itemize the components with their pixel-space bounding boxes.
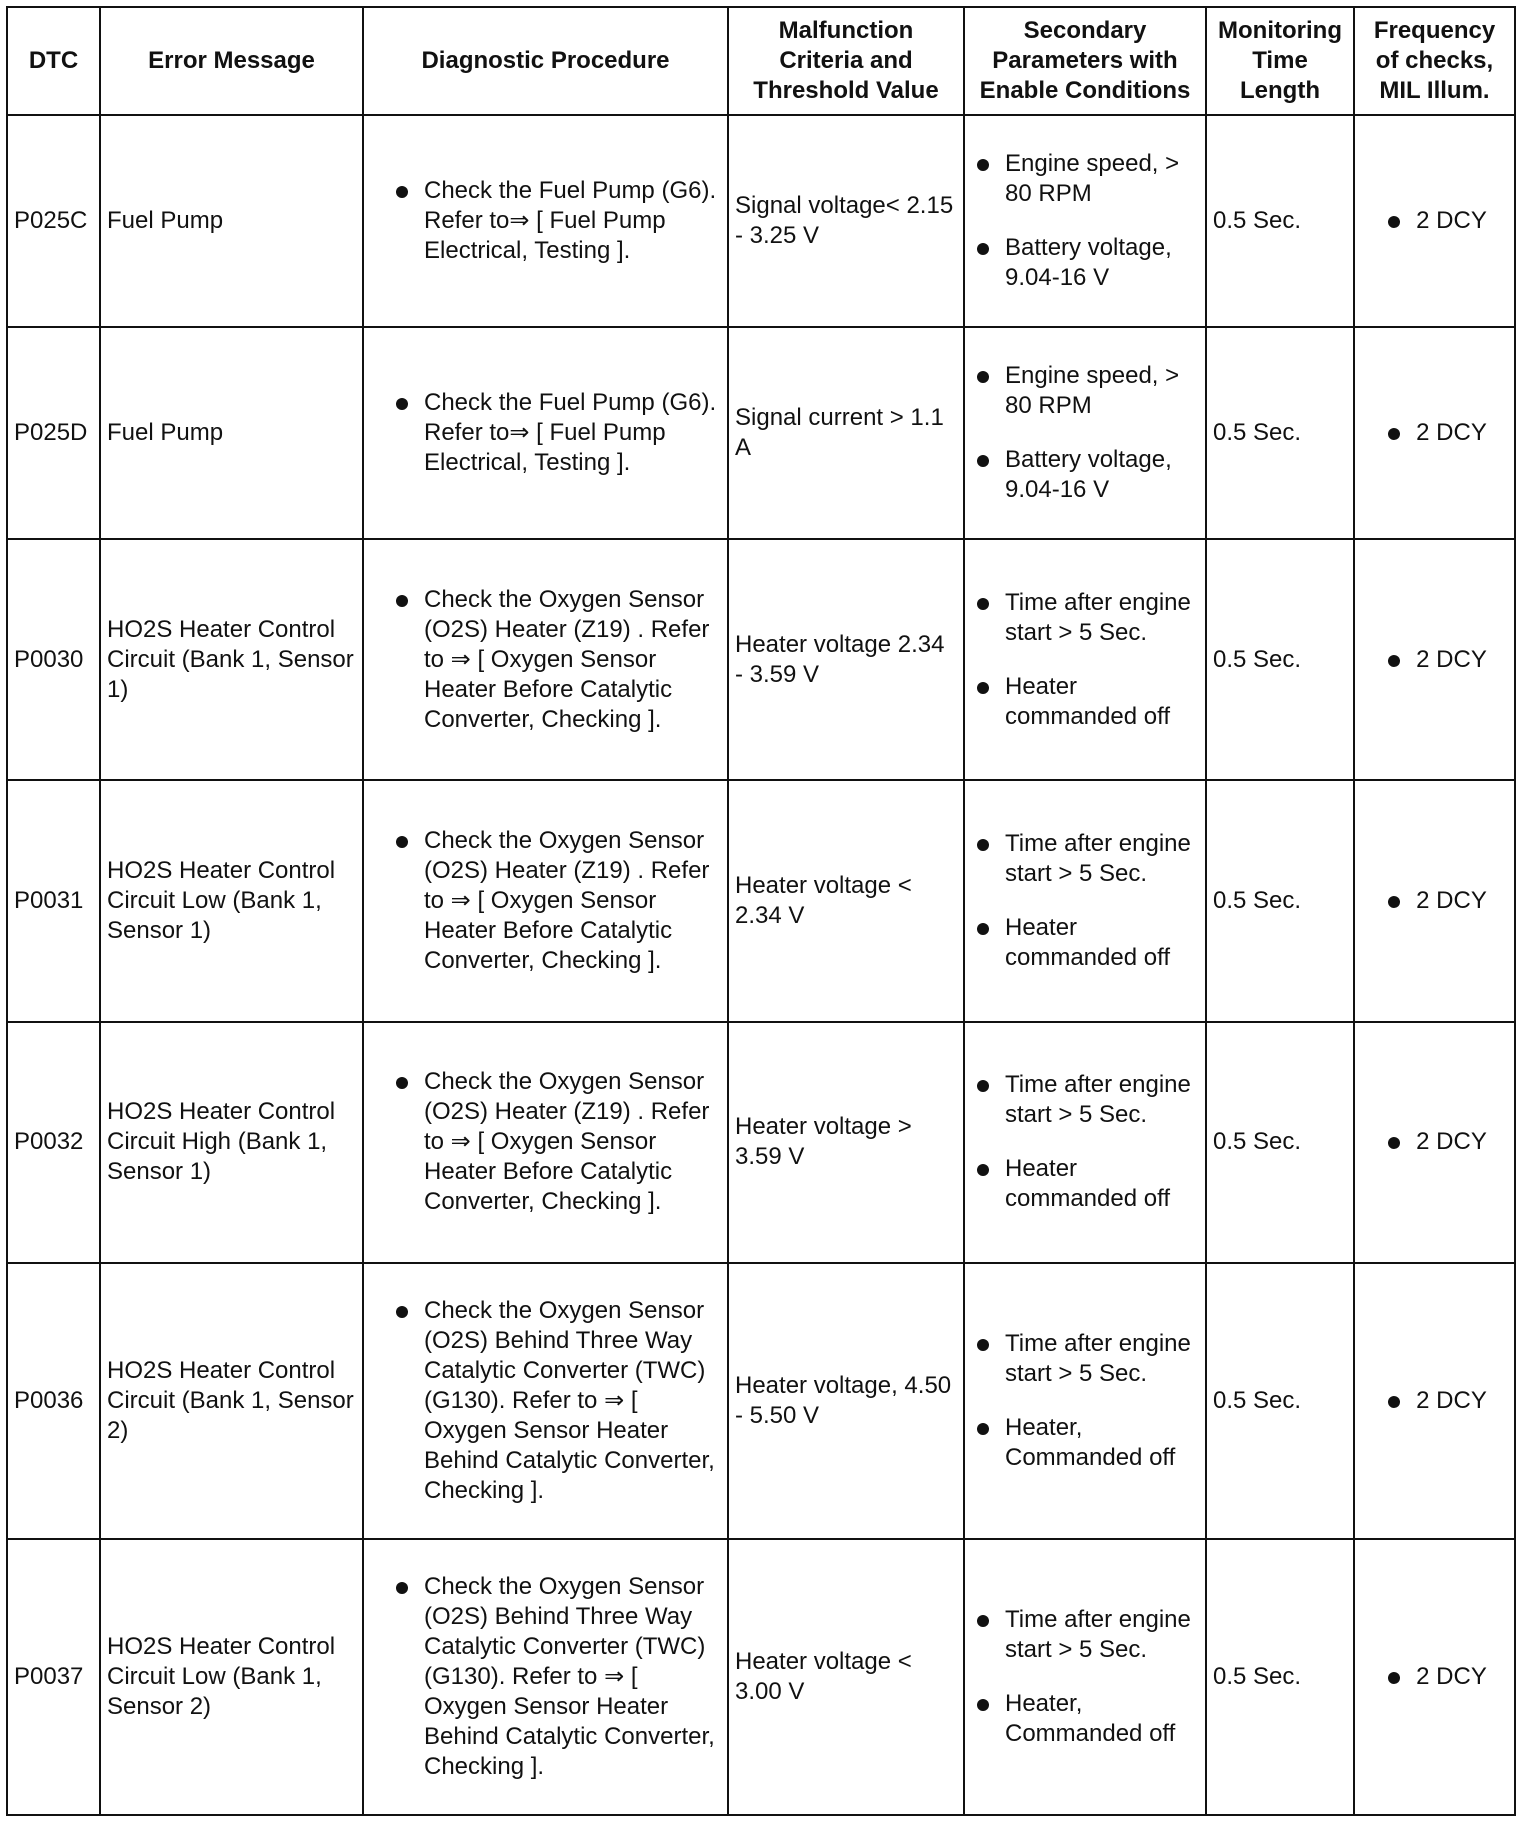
dtc-code: P0030: [7, 539, 100, 780]
table-body: [7, 115, 1515, 1815]
frequency-value: 2 DCY: [1382, 645, 1487, 675]
monitoring-time: 0.5 Sec.: [1206, 1263, 1354, 1539]
secondary-parameters: [964, 1263, 1206, 1539]
diagnostic-step: Check the Oxygen Sensor (O2S) Heater (Z19) . Refer to ⇒ [ Oxygen Sensor Heater Before Catalytic Converter, Checking ].: [390, 1067, 721, 1217]
frequency-value: 2 DCY: [1382, 1662, 1487, 1692]
frequency-value: 2 DCY: [1382, 206, 1487, 236]
secondary-condition: Time after engine start > 5 Sec.: [971, 1605, 1199, 1665]
secondary-condition: Time after engine start > 5 Sec.: [971, 588, 1199, 648]
frequency-value: 2 DCY: [1382, 418, 1487, 448]
secondary-condition: Time after engine start > 5 Sec.: [971, 829, 1199, 889]
diagnostic-step: Check the Oxygen Sensor (O2S) Heater (Z19) . Refer to ⇒ [ Oxygen Sensor Heater Before Catalytic Converter, Checking ].: [390, 585, 721, 735]
dtc-code: P0036: [7, 1263, 100, 1539]
dtc-code: P025C: [7, 115, 100, 327]
frequency-value: 2 DCY: [1382, 1127, 1487, 1157]
diagnostic-step: Check the Fuel Pump (G6). Refer to⇒ [ Fuel Pump Electrical, Testing ].: [390, 388, 721, 478]
frequency: [1354, 1022, 1515, 1263]
frequency: [1354, 1263, 1515, 1539]
frequency: [1354, 327, 1515, 539]
secondary-parameters: [964, 1539, 1206, 1815]
table-row: [7, 780, 1515, 1021]
monitoring-time: 0.5 Sec.: [1206, 1022, 1354, 1263]
monitoring-time: 0.5 Sec.: [1206, 539, 1354, 780]
secondary-parameters: [964, 780, 1206, 1021]
header-secondary-parameters: Secondary Parameters with Enable Conditions: [964, 7, 1206, 115]
table-row: [7, 539, 1515, 780]
table-header: [7, 7, 1515, 115]
error-message: HO2S Heater Control Circuit Low (Bank 1, Sensor 1): [100, 780, 363, 1021]
diagnostic-procedure: [363, 539, 728, 780]
secondary-parameters: [964, 539, 1206, 780]
secondary-condition: Time after engine start > 5 Sec.: [971, 1070, 1199, 1130]
header-row: [7, 7, 1515, 115]
monitoring-time: 0.5 Sec.: [1206, 327, 1354, 539]
diagnostic-procedure: [363, 1539, 728, 1815]
secondary-parameters: [964, 115, 1206, 327]
frequency: [1354, 1539, 1515, 1815]
secondary-condition: Battery voltage, 9.04-16 V: [971, 445, 1199, 505]
monitoring-time: 0.5 Sec.: [1206, 1539, 1354, 1815]
table-row: [7, 115, 1515, 327]
dtc-code: P0031: [7, 780, 100, 1021]
monitoring-time: 0.5 Sec.: [1206, 115, 1354, 327]
header-malfunction-criteria: Malfunction Criteria and Threshold Value: [728, 7, 964, 115]
secondary-condition: Engine speed, > 80 RPM: [971, 149, 1199, 209]
malfunction-criteria: Heater voltage, 4.50 - 5.50 V: [728, 1263, 964, 1539]
malfunction-criteria: Signal voltage< 2.15 - 3.25 V: [728, 115, 964, 327]
monitoring-time: 0.5 Sec.: [1206, 780, 1354, 1021]
diagnostic-procedure: [363, 115, 728, 327]
diagnostic-step: Check the Oxygen Sensor (O2S) Behind Three Way Catalytic Converter (TWC) (G130). Refer to ⇒ [ Oxygen Sensor Heater Behind Catalytic Converter, Checking ].: [390, 1296, 721, 1506]
header-dtc: DTC: [7, 7, 100, 115]
secondary-condition: Time after engine start > 5 Sec.: [971, 1329, 1199, 1389]
malfunction-criteria: Signal current > 1.1 A: [728, 327, 964, 539]
secondary-parameters: [964, 327, 1206, 539]
secondary-condition: Heater, Commanded off: [971, 1413, 1199, 1473]
table-row: [7, 1022, 1515, 1263]
dtc-code: P0037: [7, 1539, 100, 1815]
error-message: Fuel Pump: [100, 115, 363, 327]
header-diagnostic-procedure: Diagnostic Procedure: [363, 7, 728, 115]
secondary-condition: Heater commanded off: [971, 1154, 1199, 1214]
table-row: [7, 327, 1515, 539]
error-message: HO2S Heater Control Circuit (Bank 1, Sensor 1): [100, 539, 363, 780]
diagnostic-procedure: [363, 1263, 728, 1539]
secondary-condition: Heater commanded off: [971, 672, 1199, 732]
dtc-code: P0032: [7, 1022, 100, 1263]
diagnostic-step: Check the Fuel Pump (G6). Refer to⇒ [ Fuel Pump Electrical, Testing ].: [390, 176, 721, 266]
table-row: [7, 1539, 1515, 1815]
error-message: HO2S Heater Control Circuit High (Bank 1, Sensor 1): [100, 1022, 363, 1263]
frequency-value: 2 DCY: [1382, 886, 1487, 916]
header-monitoring-time: Monitoring Time Length: [1206, 7, 1354, 115]
error-message: HO2S Heater Control Circuit Low (Bank 1, Sensor 2): [100, 1539, 363, 1815]
frequency: [1354, 539, 1515, 780]
table-row: [7, 1263, 1515, 1539]
secondary-parameters: [964, 1022, 1206, 1263]
error-message: HO2S Heater Control Circuit (Bank 1, Sensor 2): [100, 1263, 363, 1539]
diagnostic-procedure: [363, 780, 728, 1021]
frequency: [1354, 115, 1515, 327]
diagnostic-procedure: [363, 327, 728, 539]
malfunction-criteria: Heater voltage > 3.59 V: [728, 1022, 964, 1263]
malfunction-criteria: Heater voltage < 3.00 V: [728, 1539, 964, 1815]
diagnostic-procedure: [363, 1022, 728, 1263]
dtc-code: P025D: [7, 327, 100, 539]
secondary-condition: Battery voltage, 9.04-16 V: [971, 233, 1199, 293]
diagnostic-step: Check the Oxygen Sensor (O2S) Heater (Z19) . Refer to ⇒ [ Oxygen Sensor Heater Before Catalytic Converter, Checking ].: [390, 826, 721, 976]
frequency-value: 2 DCY: [1382, 1386, 1487, 1416]
header-error-message: Error Message: [100, 7, 363, 115]
malfunction-criteria: Heater voltage 2.34 - 3.59 V: [728, 539, 964, 780]
malfunction-criteria: Heater voltage < 2.34 V: [728, 780, 964, 1021]
error-message: Fuel Pump: [100, 327, 363, 539]
diagnostic-step: Check the Oxygen Sensor (O2S) Behind Three Way Catalytic Converter (TWC) (G130). Refer to ⇒ [ Oxygen Sensor Heater Behind Catalytic Converter, Checking ].: [390, 1572, 721, 1782]
dtc-table: [6, 6, 1516, 1816]
header-frequency: Frequency of checks, MIL Illum.: [1354, 7, 1515, 115]
secondary-condition: Heater commanded off: [971, 913, 1199, 973]
frequency: [1354, 780, 1515, 1021]
secondary-condition: Heater, Commanded off: [971, 1689, 1199, 1749]
secondary-condition: Engine speed, > 80 RPM: [971, 361, 1199, 421]
